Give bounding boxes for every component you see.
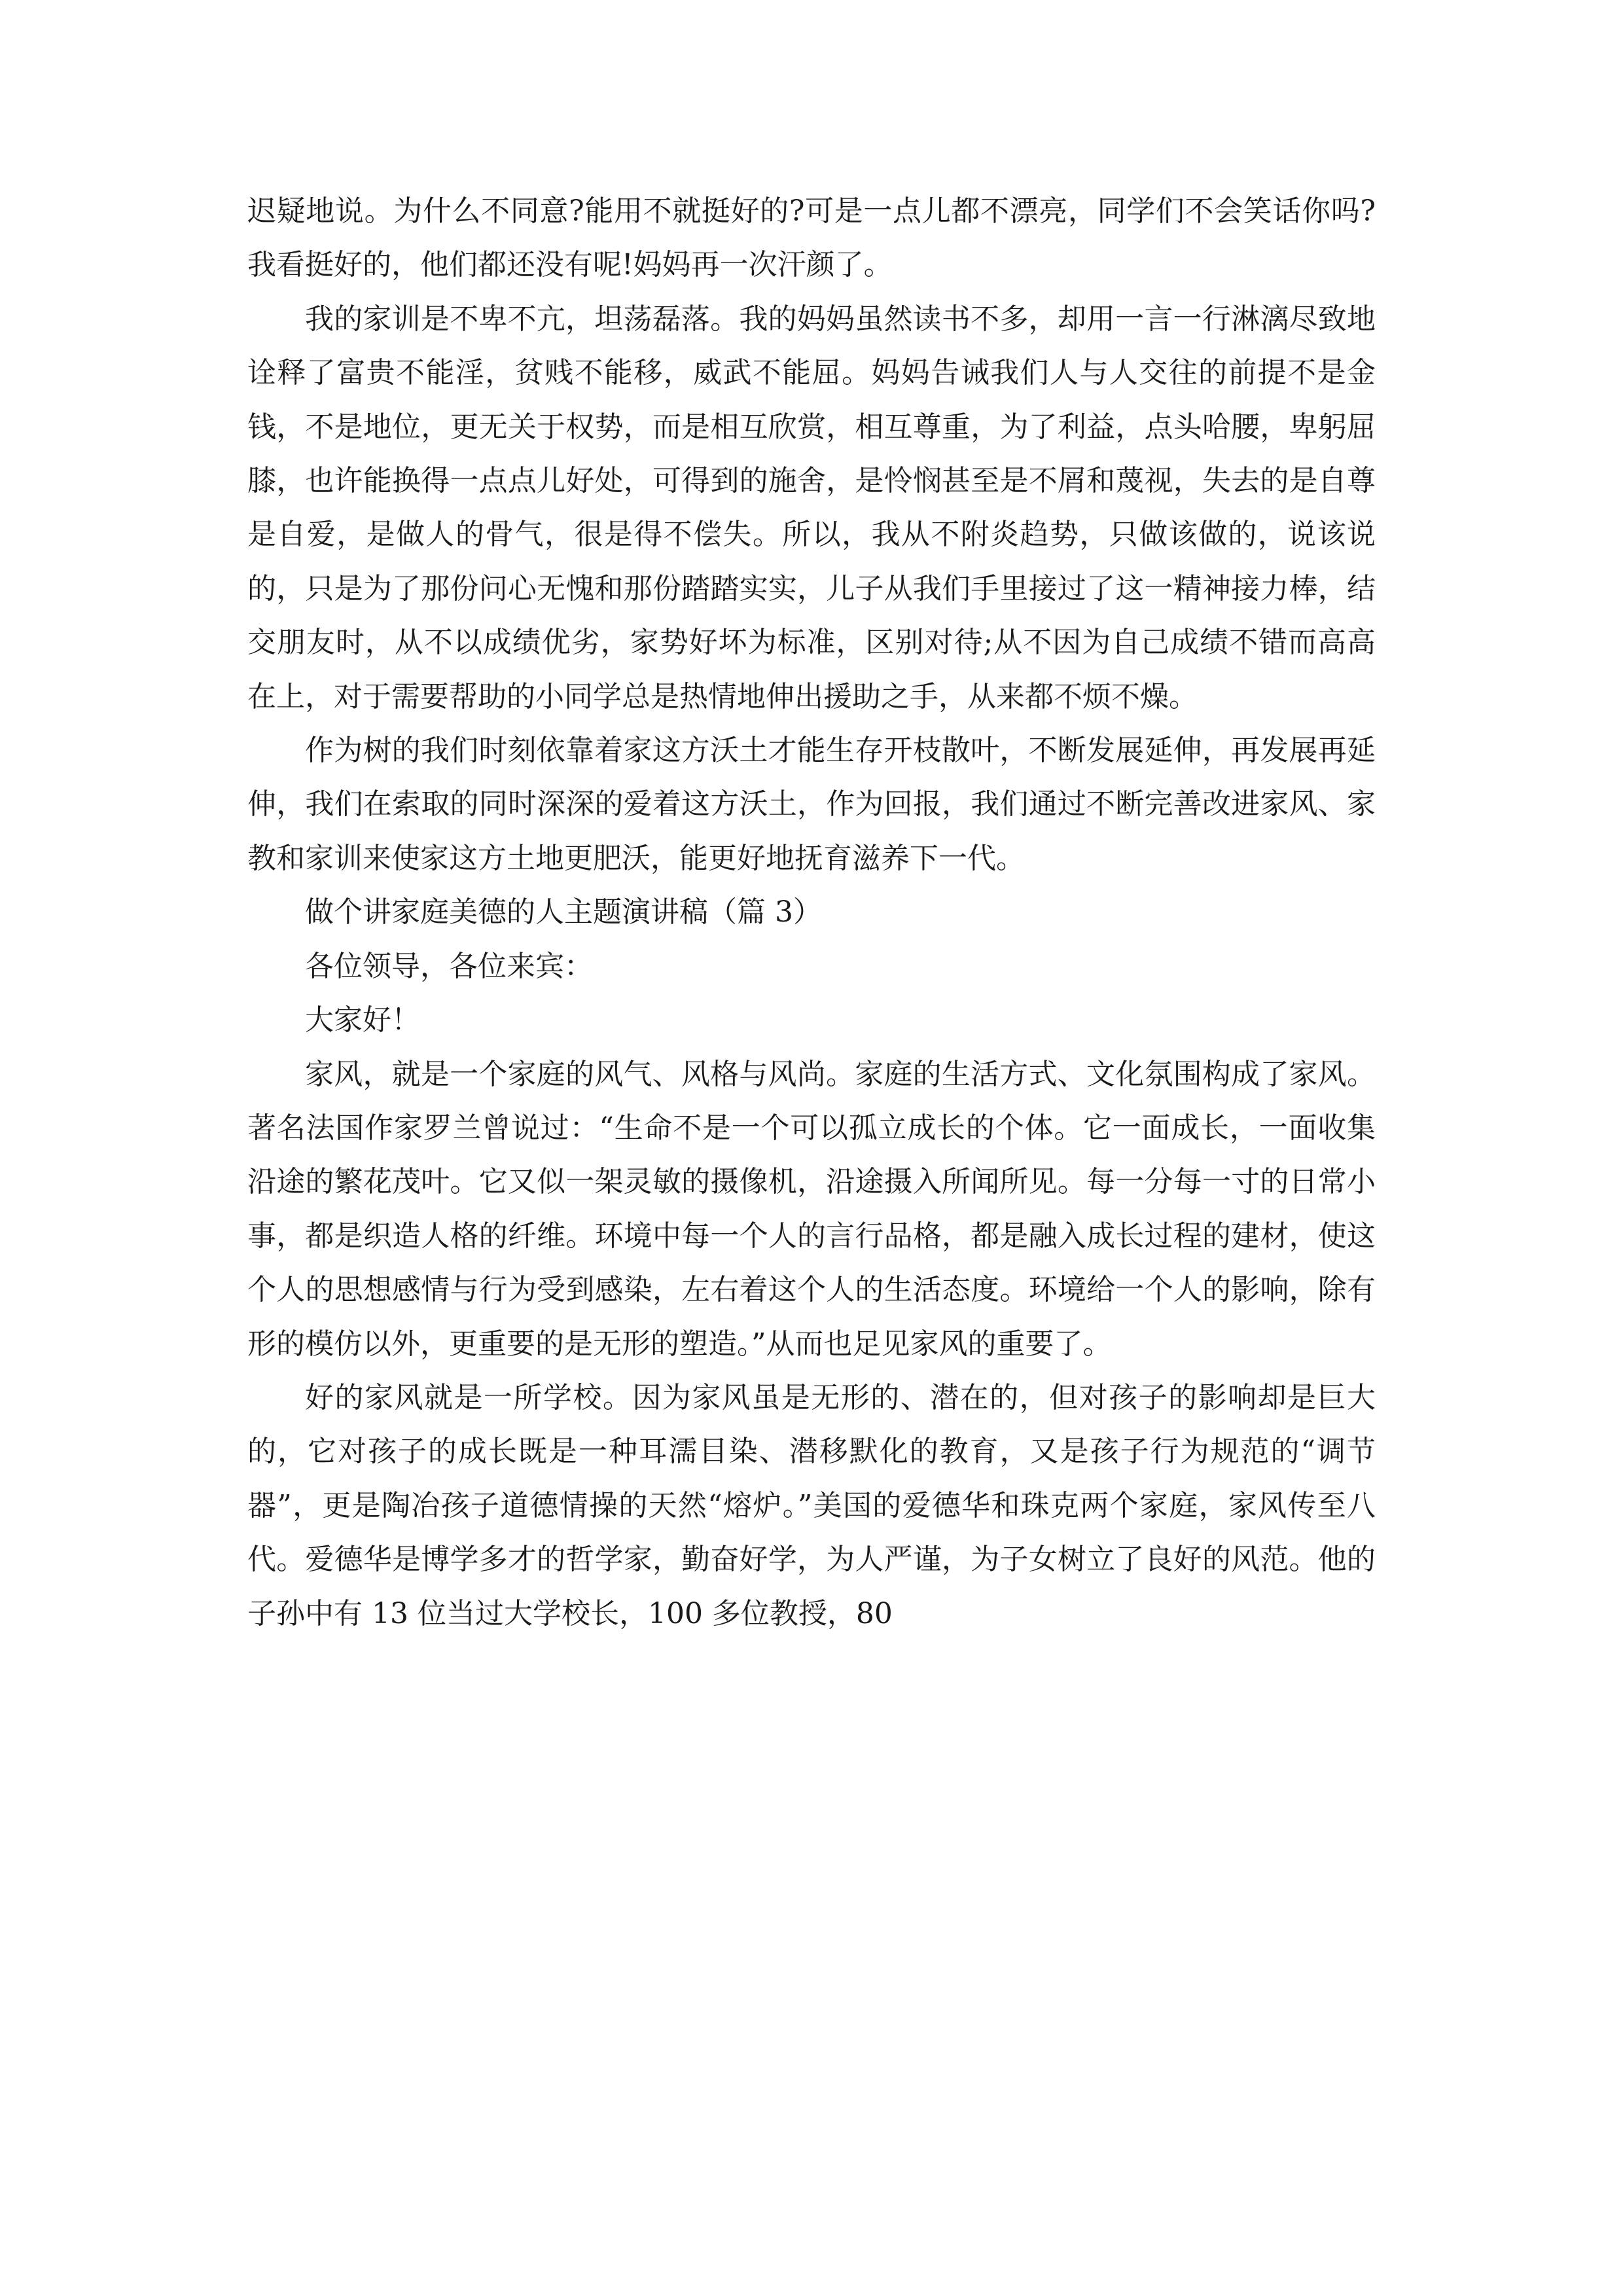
salutation: 各位领导，各位来宾： xyxy=(305,949,593,983)
greeting: 大家好！ xyxy=(305,1003,420,1037)
paragraph-3: 作为树的我们时刻依靠着家这方沃土才能生存开枝散叶，不断发展延伸，再发展再延伸，我们在索取的同时深深的爱着这方沃土，作为回报，我们通过不断完善改进家风、家教和家训来使家这方土地更肥沃，能更好地抚育滋养下一代。 xyxy=(247,734,1376,875)
document-body xyxy=(247,185,1376,1641)
paragraph-2: 我的家训是不卑不亢，坦荡磊落。我的妈妈虽然读书不多，却用一言一行淋漓尽致地诠释了富贵不能淫，贫贱不能移，威武不能屈。妈妈告诫我们人与人交往的前提不是金钱，不是地位，更无关于权势，而是相互欣赏，相互尊重，为了利益，点头哈腰，卑躬屈膝，也许能换得一点点儿好处，可得到的施舍，是怜悯甚至是不屑和蔑视，失去的是自尊是自爱，是做人的骨气，很是得不偿失。所以，我从不附炎趋势，只做该做的，说该说的，只是为了那份问心无愧和那份踏踏实实，儿子从我们手里接过了这一精神接力棒，结交朋友时，从不以成绩优劣，家势好坏为标准，区别对待;从不因为自己成绩不错而高高在上，对于需要帮助的小同学总是热情地伸出援助之手，从来都不烦不燥。 xyxy=(247,302,1376,713)
paragraph-4: 家风，就是一个家庭的风气、风格与风尚。家庭的生活方式、文化氛围构成了家风。著名法国作家罗兰曾说过：“生命不是一个可以孤立成长的个体。它一面成长，一面收集沿途的繁花茂叶。它又似一架灵敏的摄像机，沿途摄入所闻所见。每一分每一寸的日常小事，都是织造人格的纤维。环境中每一个人的言行品格，都是融入成长过程的建材，使这个人的思想感情与行为受到感染，左右着这个人的生活态度。环境给一个人的影响，除有形的模仿以外，更重要的是无形的塑造。”从而也足见家风的重要了。 xyxy=(247,1057,1376,1361)
section-heading: 做个讲家庭美德的人主题演讲稿（篇 3） xyxy=(305,895,822,929)
paragraph-5: 好的家风就是一所学校。因为家风虽是无形的、潜在的，但对孩子的影响却是巨大的，它对孩子的成长既是一种耳濡目染、潜移默化的教育，又是孩子行为规范的“调节器”，更是陶冶孩子道德情操的天然“熔炉。”美国的爱德华和珠克两个家庭，家风传至八代。爱德华是博学多才的哲学家，勤奋好学，为人严谨，为子女树立了良好的风范。他的子孙中有 13 位当过大学校长，100 多位教授，80 xyxy=(247,1380,1376,1630)
paragraph-1: 迟疑地说。为什么不同意?能用不就挺好的?可是一点儿都不漂亮，同学们不会笑话你吗?我看挺好的，他们都还没有呢!妈妈再一次汗颜了。 xyxy=(247,194,1376,282)
